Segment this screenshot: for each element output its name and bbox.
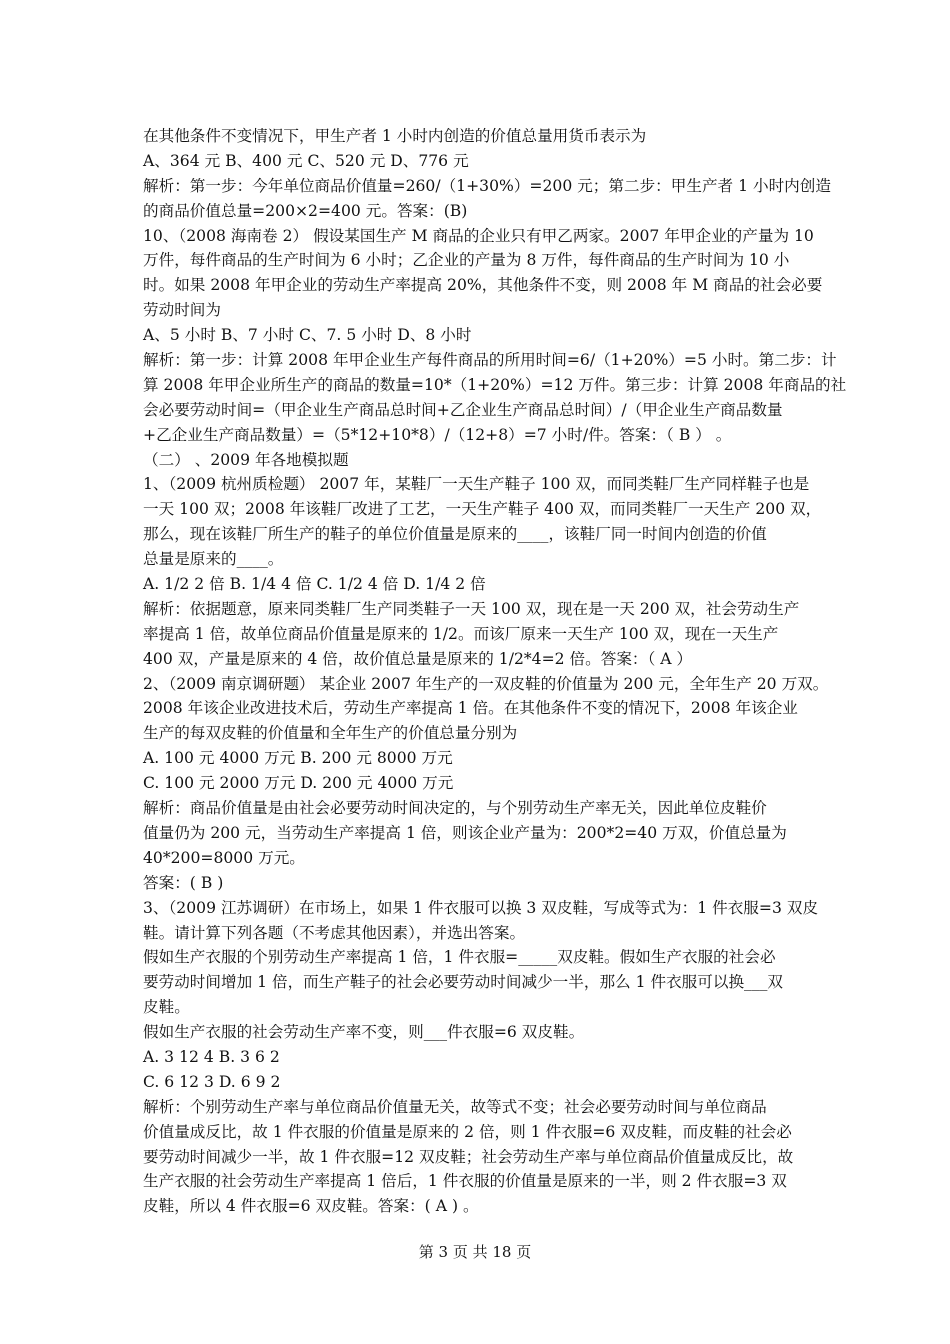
page-footer: 第 3 页 共 18 页	[418, 1243, 532, 1261]
text-line: 解析：第一步：计算 2008 年甲企业生产每件商品的所用时间=6/（1+20%）=5 小时。第二步：计	[143, 351, 837, 370]
text-line: A. 1/2 2 倍 B. 1/4 4 倍 C. 1/2 4 倍 D. 1/4 2 倍	[143, 575, 486, 594]
text-line: 皮鞋。	[143, 998, 190, 1017]
text-line: 万件，每件商品的生产时间为 6 小时；乙企业的产量为 8 万件，每件商品的生产时间为 10 小	[143, 251, 790, 270]
text-line: 3、（2009 江苏调研）在市场上，如果 1 件衣服可以换 3 双皮鞋，写成等式为：1 件衣服=3 双皮	[143, 898, 819, 917]
text-line: 解析：依据题意，原来同类鞋厂生产同类鞋子一天 100 双，现在是一天 200 双，社会劳动生产	[143, 599, 800, 618]
text-line: A. 3 12 4 B. 3 6 2	[143, 1047, 280, 1066]
text-line: 鞋。请计算下列各题（不考虑其他因素），并选出答案。	[143, 923, 526, 942]
text-line: 答案：( B )	[143, 873, 224, 892]
text-line: 算 2008 年甲企业所生产的商品的数量=10*（1+20%）=12 万件。第三步：计算 2008 年商品的社	[143, 375, 847, 394]
text-line: A. 100 元 4000 万元 B. 200 元 8000 万元	[143, 749, 453, 768]
text-line: 劳动时间为	[143, 301, 221, 320]
text-line: A、364 元 B、400 元 C、520 元 D、776 元	[143, 151, 469, 170]
text-line: 解析：个别劳动生产率与单位商品价值量无关，故等式不变；社会必要劳动时间与单位商品	[143, 1097, 767, 1116]
text-line: +乙企业生产商品数量）=（5*12+10*8）/（12+8）=7 小时/件。答案：（ B ） 。	[143, 425, 732, 444]
text-line: C. 100 元 2000 万元 D. 200 元 4000 万元	[143, 774, 454, 793]
text-line: A、5 小时 B、7 小时 C、7. 5 小时 D、8 小时	[143, 326, 472, 345]
text-line: 值量仍为 200 元，当劳动生产率提高 1 倍，则该企业产量为：200*2=40 万双，价值总量为	[143, 823, 787, 842]
text-line: 要劳动时间增加 1 倍，而生产鞋子的社会必要劳动时间减少一半，那么 1 件衣服可以换___双	[143, 973, 784, 992]
text-line: 解析：第一步：今年单位商品价值量=260/（1+30%）=200 元；第二步：甲生产者 1 小时内创造	[143, 176, 831, 195]
text-line: 400 双，产量是原来的 4 倍，故价值总量是原来的 1/2*4=2 倍。答案：（ A ）	[143, 649, 693, 668]
text-line: 2、（2009 南京调研题） 某企业 2007 年生产的一双皮鞋的价值量为 200 元，全年生产 20 万双。	[143, 674, 829, 693]
text-line: 那么，现在该鞋厂所生产的鞋子的单位价值量是原来的____，该鞋厂同一时间内创造的价值	[143, 525, 767, 544]
document-body	[143, 124, 847, 1219]
text-line: 的商品价值总量=200×2=400 元。答案：(B)	[143, 201, 468, 220]
text-line: C. 6 12 3 D. 6 9 2	[143, 1072, 281, 1091]
text-line: 解析：商品价值量是由社会必要劳动时间决定的，与个别劳动生产率无关，因此单位皮鞋价	[143, 799, 767, 818]
text-line: 生产衣服的社会劳动生产率提高 1 倍后，1 件衣服的价值量是原来的一半，则 2 件衣服=3 双	[143, 1172, 787, 1191]
text-line: 假如生产衣服的个别劳动生产率提高 1 倍，1 件衣服=_____双皮鞋。假如生产衣服的社会必	[143, 948, 776, 967]
text-line: 在其他条件不变情况下，甲生产者 1 小时内创造的价值总量用货币表示为	[143, 127, 647, 145]
text-line: 1、（2009 杭州质检题） 2007 年，某鞋厂一天生产鞋子 100 双，而同类鞋厂生产同样鞋子也是	[143, 475, 810, 494]
text-line: 40*200=8000 万元。	[143, 848, 305, 867]
text-line: 会必要劳动时间=（甲企业生产商品总时间+乙企业生产商品总时间）/（甲企业生产商品数量	[143, 400, 783, 419]
text-line: 皮鞋，所以 4 件衣服=6 双皮鞋。答案：( A ) 。	[143, 1197, 479, 1216]
text-line: 一天 100 双；2008 年该鞋厂改进了工艺，一天生产鞋子 400 双，而同类鞋厂一天生产 200 双，	[143, 500, 822, 519]
text-line: 要劳动时间减少一半，故 1 件衣服=12 双皮鞋；社会劳动生产率与单位商品价值量成反比，故	[143, 1147, 794, 1166]
text-line: 价值量成反比，故 1 件衣服的价值量是原来的 2 倍，则 1 件衣服=6 双皮鞋，而皮鞋的社会必	[143, 1122, 792, 1141]
text-line: 2008 年该企业改进技术后，劳动生产率提高 1 倍。在其他条件不变的情况下，2008 年该企业	[143, 699, 798, 718]
text-line: 生产的每双皮鞋的价值量和全年生产的价值总量分别为	[143, 724, 518, 743]
text-line: 率提高 1 倍，故单位商品价值量是原来的 1/2。而该厂原来一天生产 100 双，现在一天生产	[143, 624, 779, 643]
text-line: （二） 、2009 年各地模拟题	[143, 450, 349, 469]
text-line: 总量是原来的____。	[143, 550, 284, 569]
text-line: 假如生产衣服的社会劳动生产率不变，则___件衣服=6 双皮鞋。	[143, 1023, 585, 1042]
text-line: 10、（2008 海南卷 2） 假设某国生产 M 商品的企业只有甲乙两家。2007 年甲企业的产量为 10	[143, 226, 814, 245]
text-line: 时。如果 2008 年甲企业的劳动生产率提高 20%，其他条件不变，则 2008 年 M 商品的社会必要	[143, 276, 823, 295]
